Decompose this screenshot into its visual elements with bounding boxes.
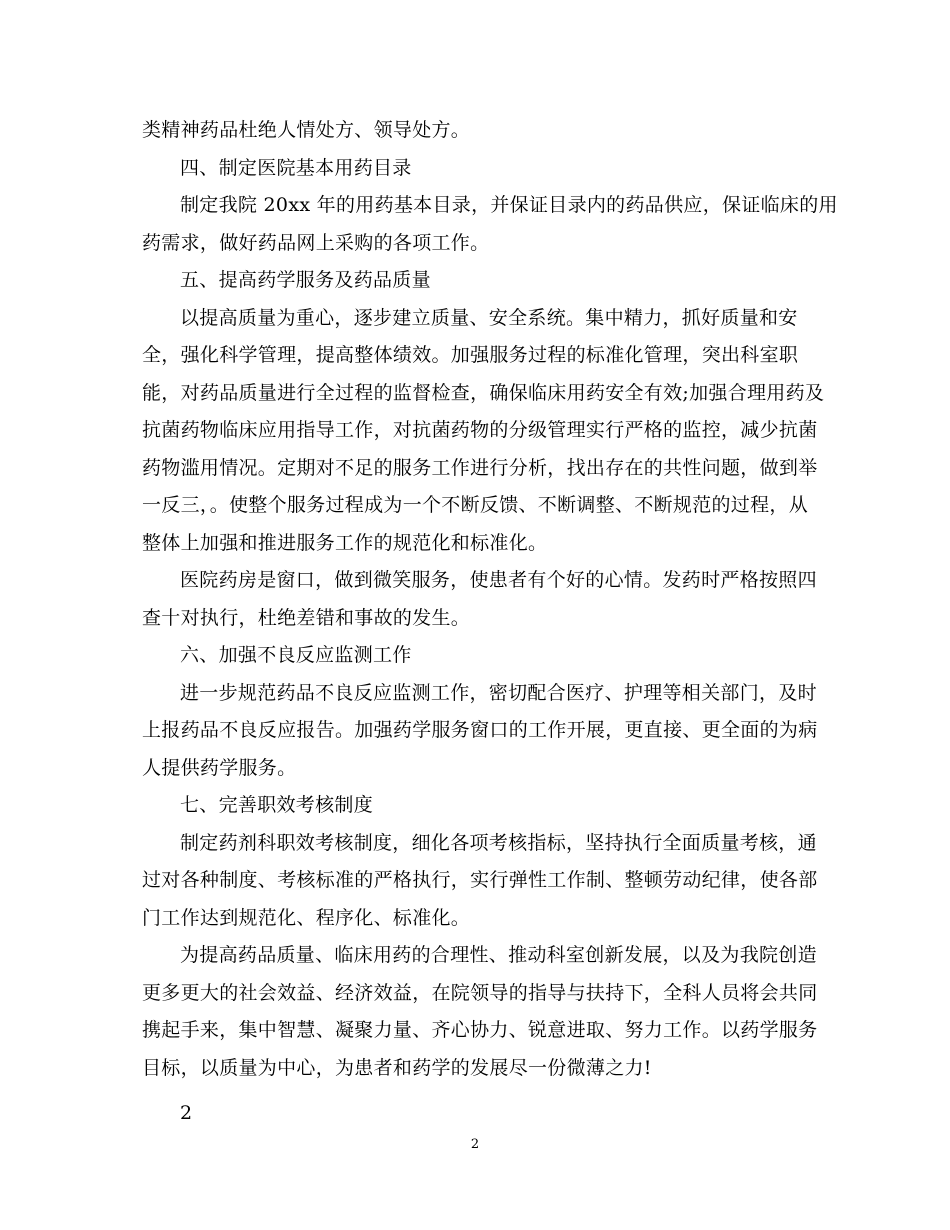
text-line: 2: [180, 1102, 193, 1124]
text-line: 能，对药品质量进行全过程的监督检查，确保临床用药安全有效;加强合理用药及: [142, 381, 825, 404]
text-line: 药需求，做好药品网上采购的各项工作。: [142, 231, 490, 254]
text-line: 为提高药品质量、临床用药的合理性、推动科室创新发展，以及为我院创造: [180, 944, 817, 966]
text-line: 全，强化科学管理，提高整体绩效。加强服务过程的标准化管理，突出科室职: [142, 344, 799, 366]
text-line: 药物滥用情况。定期对不足的服务工作进行分析，找出存在的共性问题，做到举: [142, 456, 818, 479]
text-line: 一反三，。使整个服务过程成为一个不断反馈、不断调整、不断规范的过程，从: [142, 494, 809, 516]
text-line: 进一步规范药品不良反应监测工作，密切配合医疗、护理等相关部门，及时: [180, 681, 817, 704]
text-line: 查十对执行，杜绝差错和事故的发生。: [142, 606, 471, 629]
page-number: 2: [470, 1137, 480, 1152]
text-line: 医院药房是窗口，做到微笑服务，使患者有个好的心情。发药时严格按照四: [180, 569, 817, 591]
text-line: 类精神药品杜绝人情处方、领导处方。: [142, 119, 471, 141]
spacer: [142, 1087, 814, 1095]
document-body: [142, 112, 838, 1133]
text-line: 目标，以质量为中心，为患者和药学的发展尽一份微薄之力!: [142, 1056, 652, 1079]
section-heading: 五、提高药学服务及药品质量: [180, 269, 431, 291]
text-line: 更多更大的社会效益、经济效益，在院领导的指导与扶持下，全科人员将会共同: [142, 981, 818, 1004]
text-line: 人提供药学服务。: [142, 756, 297, 779]
section-heading: 六、加强不良反应监测工作: [180, 644, 412, 666]
text-line: 过对各种制度、考核标准的严格执行，实行弹性工作制、整顿劳动纪律，使各部: [142, 869, 818, 891]
text-line: 以提高质量为重心，逐步建立质量、安全系统。集中精力，抓好质量和安: [180, 306, 798, 329]
text-line: 制定药剂科职效考核制度，细化各项考核指标，坚持执行全面质量考核，通: [180, 831, 817, 854]
text-line: 上报药品不良反应报告。加强药学服务窗口的工作开展，更直接、更全面的为病: [142, 719, 818, 741]
section-heading: 四、制定医院基本用药目录: [180, 156, 412, 179]
text-line: 携起手来，集中智慧、凝聚力量、齐心协力、锐意进取、努力工作。以药学服务: [142, 1019, 818, 1041]
text-line: 抗菌药物临床应用指导工作，对抗菌药物的分级管理实行严格的监控，减少抗菌: [142, 419, 818, 441]
section-heading: 七、完善职效考核制度: [180, 794, 374, 816]
text-line: 门工作达到规范化、程序化、标准化。: [142, 906, 471, 929]
text-line: 整体上加强和推进服务工作的规范化和标准化。: [142, 531, 548, 554]
text-line: 制定我院 20xx 年的用药基本目录，并保证目录内的药品供应，保证临床的用: [180, 194, 838, 216]
